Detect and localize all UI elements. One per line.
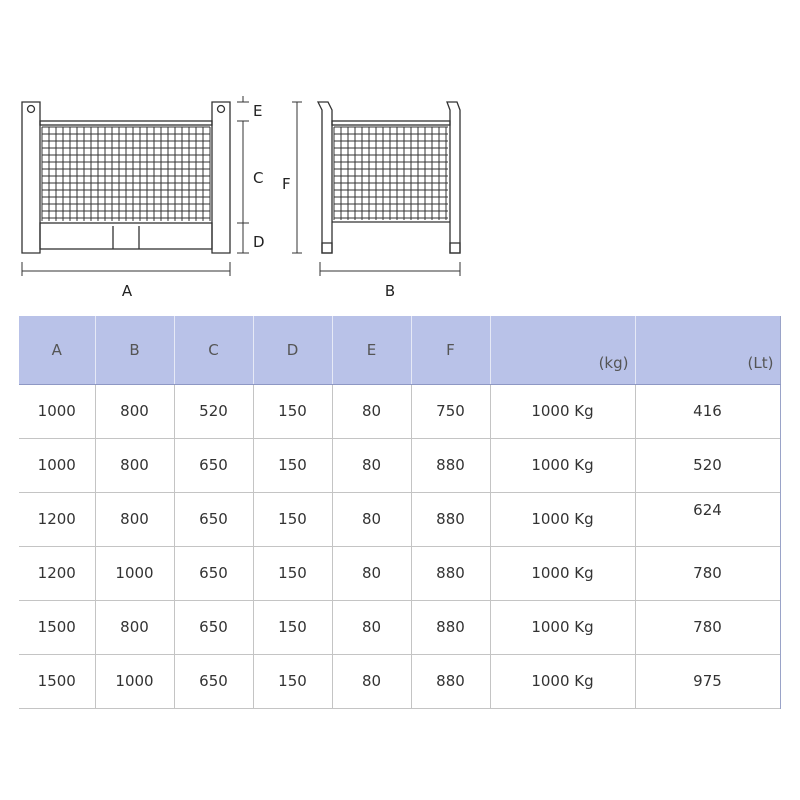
table-cell: 975 <box>635 654 780 708</box>
table-cell: 150 <box>253 546 332 600</box>
column-header-b: B <box>95 316 174 384</box>
table-cell: 150 <box>253 654 332 708</box>
dimensions-table <box>19 316 781 709</box>
table-cell: 1000 Kg <box>490 492 635 546</box>
table-cell: 1500 <box>19 600 95 654</box>
dimension-label-b: B <box>384 282 396 300</box>
table-cell: 880 <box>411 600 490 654</box>
table-cell: 650 <box>174 654 253 708</box>
table-cell: 1200 <box>19 492 95 546</box>
table-row <box>19 384 780 438</box>
table-row <box>19 438 780 492</box>
table-cell: 780 <box>635 546 780 600</box>
table-cell: 880 <box>411 438 490 492</box>
dimension-line-f <box>292 102 302 253</box>
column-header-a: A <box>19 316 95 384</box>
table-cell: 80 <box>332 600 411 654</box>
lifting-eye-icon <box>28 106 35 113</box>
dimension-line-b <box>320 262 460 276</box>
table-row <box>19 600 780 654</box>
table-cell: 1000 Kg <box>490 600 635 654</box>
dimension-line-d <box>237 223 249 253</box>
table-cell: 1000 <box>95 546 174 600</box>
table-cell: 520 <box>174 384 253 438</box>
table-cell: 624 <box>635 492 780 546</box>
table-cell: 880 <box>411 492 490 546</box>
table-cell: 1000 Kg <box>490 384 635 438</box>
table-header-row <box>19 316 780 384</box>
table-cell: 650 <box>174 600 253 654</box>
side-view-mesh <box>334 127 448 220</box>
dimension-label-f: F <box>282 175 291 193</box>
dimension-drawing <box>0 0 800 310</box>
dimension-line-a <box>22 262 230 276</box>
table-cell: 150 <box>253 492 332 546</box>
table-cell: 800 <box>95 384 174 438</box>
column-header-volume: (Lt) <box>635 316 780 384</box>
table-cell: 650 <box>174 546 253 600</box>
table-cell: 780 <box>635 600 780 654</box>
column-header-f: F <box>411 316 490 384</box>
table-cell: 1000 Kg <box>490 654 635 708</box>
dimension-label-a: A <box>121 282 133 300</box>
table-cell: 1000 <box>19 384 95 438</box>
table-row <box>19 546 780 600</box>
table-cell: 1500 <box>19 654 95 708</box>
table-cell: 150 <box>253 600 332 654</box>
front-view <box>22 96 249 276</box>
table-cell: 1000 Kg <box>490 438 635 492</box>
table-cell: 800 <box>95 600 174 654</box>
column-header-d: D <box>253 316 332 384</box>
table-cell: 880 <box>411 546 490 600</box>
dimension-label-d: D <box>253 233 265 251</box>
table-cell: 650 <box>174 438 253 492</box>
column-header-c: C <box>174 316 253 384</box>
table-cell: 1200 <box>19 546 95 600</box>
table-row <box>19 492 780 546</box>
table-cell: 150 <box>253 384 332 438</box>
table-cell: 80 <box>332 492 411 546</box>
table-cell: 1000 <box>95 654 174 708</box>
table-cell: 520 <box>635 438 780 492</box>
lifting-eye-icon <box>218 106 225 113</box>
table-cell: 150 <box>253 438 332 492</box>
table-cell: 1000 Kg <box>490 546 635 600</box>
table-cell: 1000 <box>19 438 95 492</box>
table-cell: 800 <box>95 438 174 492</box>
side-view <box>292 102 460 276</box>
dimension-line-c <box>237 127 249 223</box>
table-cell: 80 <box>332 654 411 708</box>
dimension-label-e: E <box>253 102 263 120</box>
dimension-label-c: C <box>253 169 264 187</box>
table-cell: 80 <box>332 438 411 492</box>
table-cell: 800 <box>95 492 174 546</box>
table-cell: 650 <box>174 492 253 546</box>
table-cell: 750 <box>411 384 490 438</box>
table-cell: 80 <box>332 546 411 600</box>
table-cell: 80 <box>332 384 411 438</box>
table-row <box>19 654 780 708</box>
dimension-line-e <box>237 96 249 127</box>
table-cell: 416 <box>635 384 780 438</box>
table-cell: 880 <box>411 654 490 708</box>
column-header-capacity: (kg) <box>490 316 635 384</box>
column-header-e: E <box>332 316 411 384</box>
front-view-mesh <box>42 127 210 221</box>
